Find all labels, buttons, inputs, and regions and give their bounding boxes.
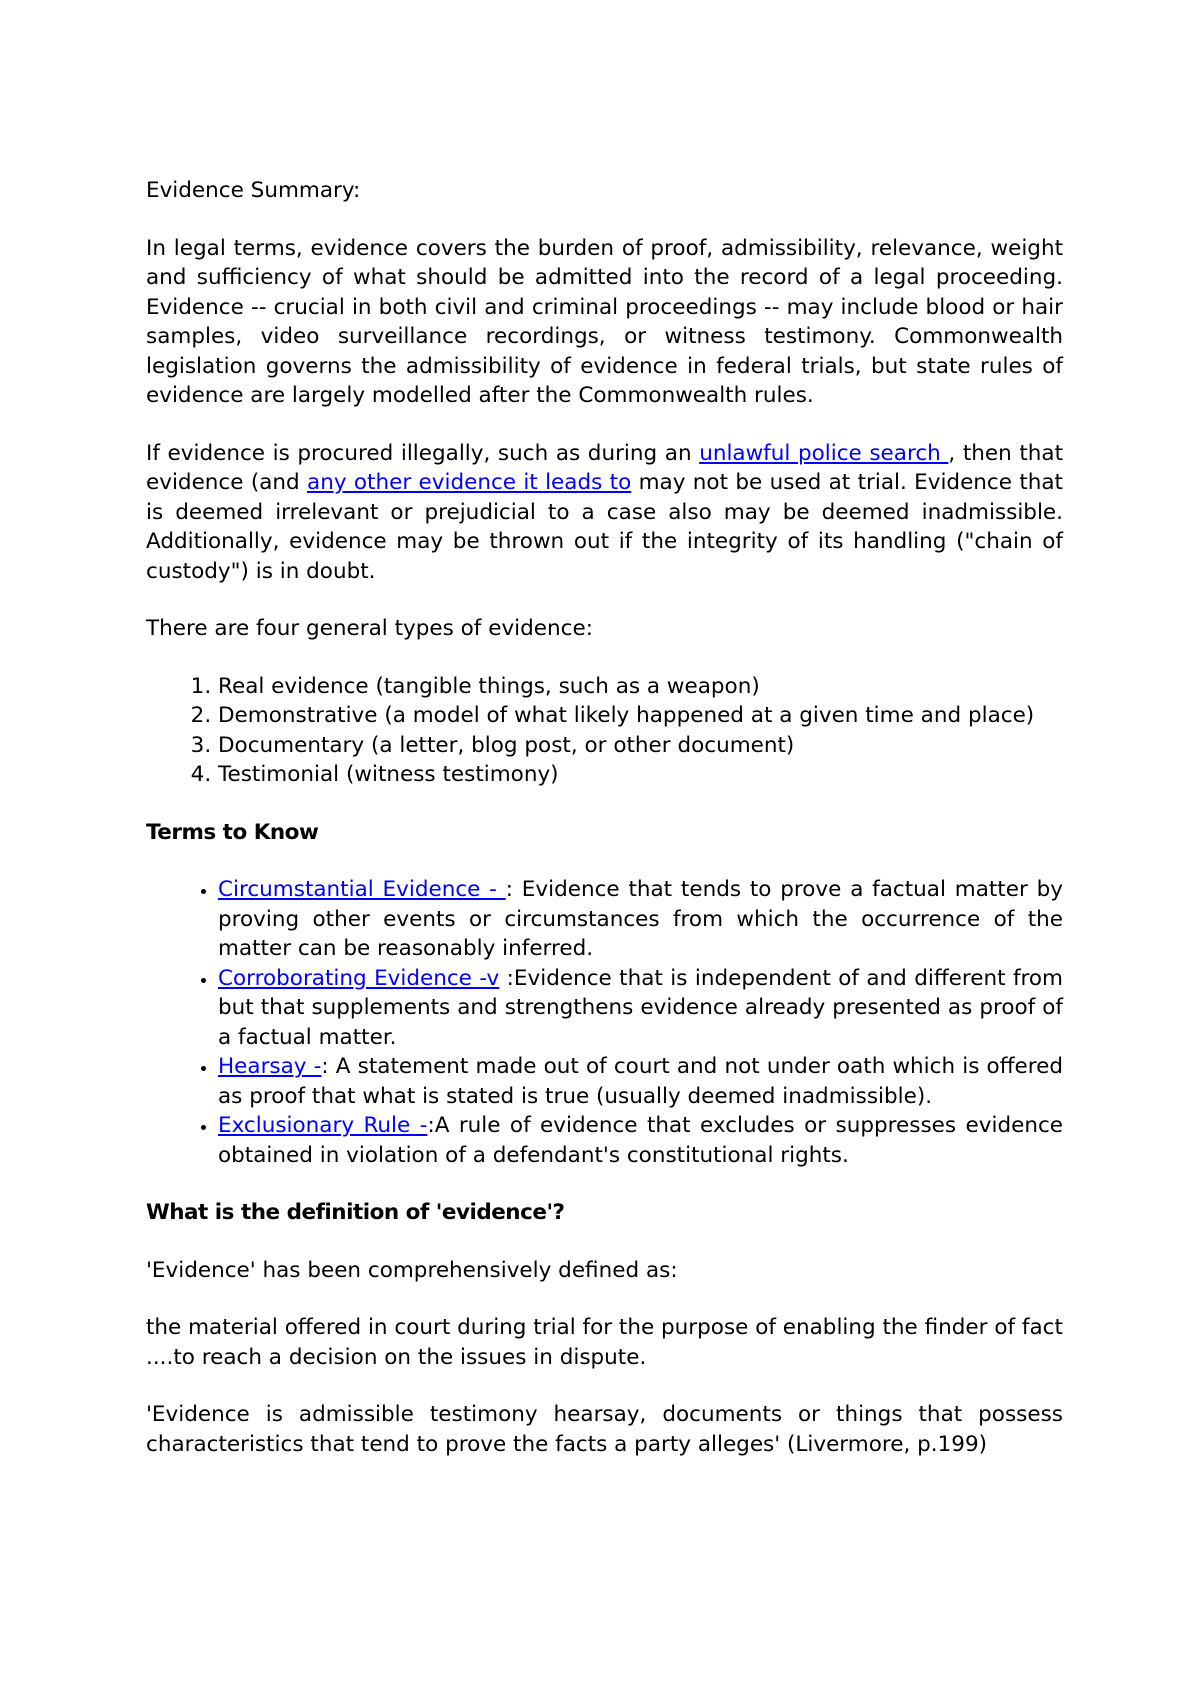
term-item	[218, 1052, 1063, 1111]
corroborating-evidence-link[interactable]: Corroborating Evidence -v	[218, 965, 500, 991]
definition-final: 'Evidence is admissible testimony hearsay, documents or things that possess characteristics that tend to prove the facts a party alleges' (Livermore, p.199)	[146, 1402, 1063, 1457]
terms-heading: Terms to Know	[146, 819, 319, 845]
hearsay-link[interactable]: Hearsay -	[218, 1054, 322, 1079]
circumstantial-evidence-link[interactable]: Circumstantial Evidence -	[218, 877, 506, 902]
definition-intro: 'Evidence' has been comprehensively defined as:	[146, 1257, 678, 1283]
term-item	[218, 875, 1063, 964]
exclusionary-rule-link[interactable]: Exclusionary Rule -	[218, 1113, 428, 1138]
list-item: 1. Real evidence (tangible things, such as a weapon)	[218, 672, 1063, 702]
illegal-evidence-paragraph	[146, 439, 1063, 587]
paragraph-text: If evidence is procured illegally, such as during an	[146, 440, 700, 466]
term-definition: : A statement made out of court and not under oath which is offered as proof that what is stated is true (usually deemed inadmissible).	[218, 1054, 1063, 1109]
page-title: Evidence Summary:	[146, 178, 361, 203]
types-intro: There are four general types of evidence:	[146, 616, 593, 641]
term-definition: :Evidence that is independent of and different from but that supplements and strengthens evidence already presented as proof of a factual matter.	[218, 965, 1063, 1050]
definition-heading: What is the definition of 'evidence'?	[146, 1200, 565, 1225]
term-definition: : Evidence that tends to prove a factual matter by proving other events or circumstances from which the occurrence of the matter can be reasonably inferred.	[218, 877, 1063, 961]
paragraph-text: , then that evidence (and	[146, 440, 1064, 495]
terms-list	[146, 875, 1063, 1170]
term-item	[218, 1111, 1063, 1170]
list-item: 2. Demonstrative (a model of what likely happened at a given time and place)	[218, 701, 1063, 731]
list-item: 4. Testimonial (witness testimony)	[218, 760, 1063, 790]
other-evidence-link[interactable]: any other evidence it leads to	[307, 470, 632, 495]
term-definition: :A rule of evidence that excludes or suppresses evidence obtained in violation of a defendant's constitutional rights.	[218, 1113, 1063, 1168]
term-item	[218, 964, 1063, 1053]
evidence-types-list	[146, 672, 1063, 790]
definition-quote: the material offered in court during trial for the purpose of enabling the finder of fact ....to reach a decision on the issues in dispute.	[146, 1315, 1063, 1370]
intro-paragraph: In legal terms, evidence covers the burden of proof, admissibility, relevance, weight and sufficiency of what should be admitted into the record of a legal proceeding. Evidence -- crucial in both civil and criminal proceedings -- may include blood or hair samples, video surveillance recordings, or witness testimony. Commonwealth legislation governs the admissibility of evidence in federal trials, but state rules of evidence are largely modelled after the Commonwealth rules.	[146, 235, 1063, 408]
paragraph-text: may not be used at trial. Evidence that is deemed irrelevant or prejudicial to a case also may be deemed inadmissible. Additionally, evidence may be thrown out if the integrity of its handling ("chain of custody") is in doubt.	[146, 470, 1063, 584]
list-item: 3. Documentary (a letter, blog post, or other document)	[218, 731, 1063, 761]
unlawful-police-search-link[interactable]: unlawful police search	[699, 440, 949, 466]
